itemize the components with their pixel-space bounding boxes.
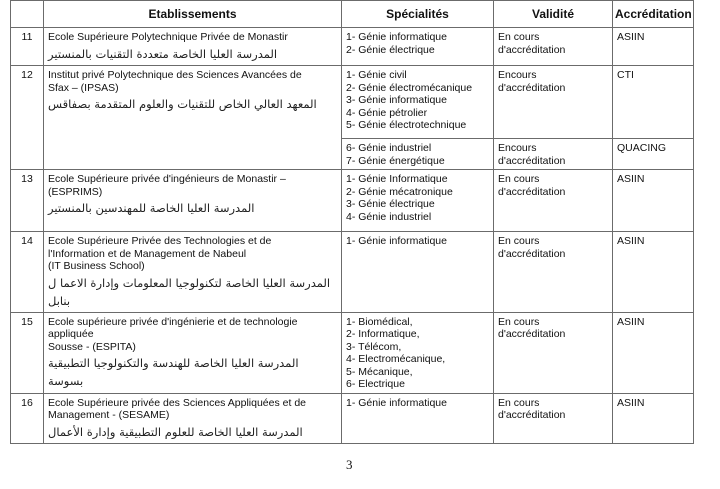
- row-number: 12: [11, 66, 44, 170]
- specialite-item: 1- Génie informatique: [346, 396, 447, 409]
- validite-text: d'accréditation: [498, 43, 566, 56]
- specialite-item: 4- Génie industriel: [346, 210, 432, 223]
- validite-text: d'accréditation: [498, 247, 566, 260]
- validite-text: d'accréditation: [498, 328, 566, 340]
- accreditation-cell: QUACING: [613, 139, 694, 170]
- validite-text: Encours: [498, 142, 537, 154]
- specialites-cell: [342, 312, 494, 393]
- etablissement-cell: [44, 393, 342, 443]
- validite-cell: [494, 139, 613, 170]
- validite-text: En cours: [498, 235, 540, 247]
- row-number: 16: [11, 393, 44, 443]
- specialite-item: 2- Génie électromécanique: [346, 81, 473, 94]
- specialites-cell: [342, 139, 494, 170]
- etablissement-name-fr: Ecole supérieure privée d'ingénierie et de technologie appliquée: [48, 315, 298, 340]
- row-number: 13: [11, 170, 44, 232]
- specialite-item: 4- Electromécanique,: [346, 353, 446, 365]
- table-body: [11, 28, 694, 444]
- etablissement-name-fr: Sfax – (IPSAS): [48, 81, 119, 94]
- etablissement-name-fr: Sousse - (ESPITA): [48, 340, 136, 353]
- validite-cell: [494, 393, 613, 443]
- etablissement-name-fr: (IT Business School): [48, 260, 145, 272]
- table-row: [11, 170, 694, 232]
- validite-text: En cours: [498, 396, 540, 409]
- etablissement-name-fr: Ecole Supérieure privée des Sciences Appliquées et de: [48, 396, 306, 409]
- etablissement-name-ar: المدرسة العليا الخاصة للهندسة والتكنولوجيا التطبيقية بسوسة: [48, 356, 299, 388]
- specialite-item: 2- Informatique,: [346, 328, 420, 340]
- accreditation-table: [10, 0, 694, 444]
- table-row: [11, 232, 694, 313]
- validite-text: d'accréditation: [498, 154, 566, 167]
- validite-cell: [494, 66, 613, 139]
- accreditation-cell: ASIIN: [613, 28, 694, 66]
- specialite-item: 1- Génie informatique: [346, 235, 447, 247]
- etablissement-name-fr: Ecole Supérieure Privée des Technologies et de: [48, 235, 272, 247]
- validite-text: d'accréditation: [498, 81, 566, 94]
- validite-text: Encours: [498, 69, 537, 81]
- validite-cell: [494, 312, 613, 393]
- etablissement-name-ar: المعهد العالي الخاص للتقنيات والعلوم المتقدمة بصفاقس: [48, 97, 317, 111]
- etablissement-cell: [44, 232, 342, 313]
- etablissement-name-ar: المدرسة العليا الخاصة للمهندسين بالمنستير: [48, 201, 255, 215]
- accreditation-cell: ASIIN: [613, 393, 694, 443]
- accreditation-cell: CTI: [613, 66, 694, 139]
- validite-cell: [494, 232, 613, 313]
- header-etablissements: Etablissements: [44, 1, 342, 28]
- header-specialites: Spécialités: [342, 1, 494, 28]
- etablissement-name-fr: Ecole Supérieure Polytechnique Privée de Monastir: [48, 31, 288, 43]
- header-row: [11, 1, 694, 28]
- row-number: 15: [11, 312, 44, 393]
- specialite-item: 1- Génie civil: [346, 69, 407, 81]
- validite-cell: [494, 28, 613, 66]
- etablissement-cell: [44, 170, 342, 232]
- validite-text: En cours: [498, 173, 540, 185]
- validite-cell: [494, 170, 613, 232]
- specialite-item: 6- Electrique: [346, 378, 405, 390]
- etablissement-name-ar: المدرسة العليا الخاصة لتكنولوجيا المعلومات وإدارة الاعما ل بنابل: [48, 275, 331, 308]
- specialite-item: 2- Génie électrique: [346, 43, 435, 56]
- table-row: [11, 66, 694, 139]
- specialite-item: 3- Génie électrique: [346, 198, 435, 210]
- specialite-item: 1- Biomédical,: [346, 315, 413, 328]
- specialites-cell: [342, 170, 494, 232]
- validite-text: d'accréditation: [498, 185, 566, 198]
- row-number: 11: [11, 28, 44, 66]
- etablissement-name-ar: المدرسة العليا الخاصة متعددة التقنيات بالمنستير: [48, 46, 278, 61]
- validite-text: En cours: [498, 31, 540, 43]
- table-row: [11, 393, 694, 443]
- row-number: 14: [11, 232, 44, 313]
- etablissement-name-fr: Ecole Supérieure privée d'ingénieurs de Monastir – (ESPRIMS): [48, 173, 286, 198]
- accreditation-cell: ASIIN: [613, 232, 694, 313]
- etablissement-cell: [44, 66, 342, 170]
- specialite-item: 4- Génie pétrolier: [346, 106, 428, 119]
- header-num: [11, 1, 44, 28]
- specialite-item: 7- Génie énergétique: [346, 154, 445, 167]
- specialite-item: 2- Génie mécatronique: [346, 185, 453, 198]
- validite-text: d'accréditation: [498, 409, 566, 421]
- specialites-cell: [342, 232, 494, 313]
- specialites-cell: [342, 393, 494, 443]
- etablissement-name-fr: Management - (SESAME): [48, 409, 170, 421]
- specialite-item: 6- Génie industriel: [346, 142, 432, 154]
- accreditation-cell: ASIIN: [613, 170, 694, 232]
- table-row: [11, 28, 694, 66]
- accreditation-cell: ASIIN: [613, 312, 694, 393]
- specialite-item: 5- Génie électrotechnique: [346, 119, 467, 131]
- specialite-item: 1- Génie Informatique: [346, 173, 448, 185]
- specialite-item: 5- Mécanique,: [346, 365, 413, 378]
- etablissement-cell: [44, 312, 342, 393]
- page-number: 3: [346, 457, 353, 472]
- specialite-item: 3- Génie informatique: [346, 94, 447, 106]
- specialites-cell: [342, 28, 494, 66]
- etablissement-cell: [44, 28, 342, 66]
- etablissement-name-ar: المدرسة العليا الخاصة للعلوم التطبيقية وإدارة الأعمال: [48, 424, 303, 439]
- etablissement-name-fr: Institut privé Polytechnique des Sciences Avancées de: [48, 69, 302, 81]
- header-accreditation: Accréditation: [613, 1, 694, 28]
- validite-text: En cours: [498, 315, 540, 328]
- header-validite: Validité: [494, 1, 613, 28]
- etablissement-name-fr: l'Information et de Management de Nabeul: [48, 247, 247, 260]
- specialite-item: 1- Génie informatique: [346, 31, 447, 43]
- table-row: [11, 312, 694, 393]
- specialite-item: 3- Télécom,: [346, 340, 402, 353]
- specialites-cell: [342, 66, 494, 139]
